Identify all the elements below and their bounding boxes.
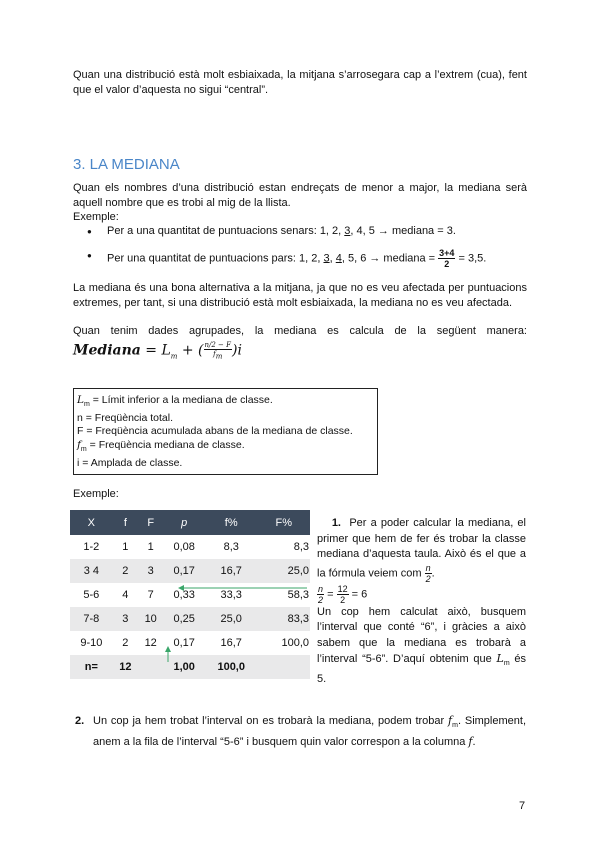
calc-fraction-b (337, 584, 349, 605)
formula-tail: )i (232, 342, 242, 359)
legend-lm-symbol: L (77, 394, 84, 406)
cell: 1-2 (83, 541, 100, 553)
cell: 16,7 (205, 559, 257, 583)
cell: 5-6 (83, 589, 100, 601)
cell: 12 (144, 637, 157, 649)
cell: 100,0 (281, 637, 309, 649)
cell: 16,7 (220, 637, 242, 649)
cell: 0,08 (173, 541, 195, 553)
legend-F: F = Freqüència acumulada abans de la mediana de classe. (77, 425, 353, 437)
formula-lm-sub: m (170, 352, 178, 361)
step-1-fraction (425, 563, 432, 584)
step-2 (75, 713, 526, 750)
legend-fm-symbol: f (77, 439, 81, 451)
step-1 (317, 516, 526, 687)
step-1-lm: L (496, 652, 504, 665)
step-1-text2: Un cop hem calculat això, busquem l’interval que conté “6”, i gràcies a això sabem que la mediana es trobarà a l’interval “5-6”. D’aquí obtenim que (317, 605, 526, 665)
step-2-number: 2. (75, 715, 85, 727)
cell: n= (70, 655, 113, 679)
cell: 58,3 (287, 589, 309, 601)
formula-lm: = L (140, 342, 171, 359)
bullet-even-rest: , 5, 6 → mediana = (341, 252, 439, 265)
cell: 0,17 (173, 637, 195, 649)
formula-plus: + ( (177, 342, 204, 359)
cell: 83,3 (257, 607, 310, 631)
cell: 4 (122, 589, 129, 601)
cell: 0,33 (173, 589, 195, 601)
step-1-number: 1. (331, 517, 341, 529)
legend-fm (77, 439, 245, 453)
fraction-numerator: n (318, 583, 324, 594)
cell: 25,0 (257, 559, 310, 583)
fraction-numerator: n (425, 562, 431, 573)
fraction-numerator: 12 (337, 583, 348, 594)
cell: 8,3 (293, 541, 309, 553)
cell: 2 (113, 559, 138, 583)
bullet-odd-rest: , 4, 5 → mediana = 3. (350, 225, 456, 237)
fraction-denominator: 2 (425, 573, 431, 584)
cell: 3 (113, 607, 138, 631)
step-1-end: . (431, 566, 435, 579)
bullet-even-sep: , (329, 252, 336, 265)
cell: 9-10 (80, 637, 103, 649)
calc-fraction-a (317, 584, 324, 605)
median-formula (73, 341, 242, 361)
bullet-even (73, 248, 533, 269)
fraction-denominator: 2 (340, 594, 346, 605)
legend-lm-text: = Límit inferior a la mediana de classe. (89, 394, 273, 406)
header-f: f (113, 510, 138, 535)
up-arrow-icon (165, 646, 171, 652)
fraction-denominator: 2 (444, 259, 450, 269)
formula-den-f: f (213, 350, 216, 358)
step-2-end: . (472, 736, 476, 749)
bullet-odd (73, 224, 533, 239)
cell: 25,0 (205, 607, 257, 631)
bullet-even-median-b: 4 (335, 252, 342, 265)
formula-numerator: n/2 − F (204, 341, 232, 349)
example2-label: Exemple: (73, 488, 119, 500)
cell: 0,17 (163, 559, 205, 583)
step-2-text: Un cop ja hem trobat l’interval on es trobarà la mediana, podem trobar (93, 715, 449, 727)
definition-paragraph: Quan els nombres d’una distribució estan endreçats de menor a major, la mediana serà aquell nombre que es trobi al mig de la llista. (73, 182, 527, 209)
formula-denominator (204, 350, 233, 360)
bullet-even-text: Per una quantitat de puntuacions pars: 1, 2, (107, 252, 324, 265)
cell: 12 (113, 655, 138, 679)
step-2-fm: f (448, 714, 453, 727)
grouped-intro: Quan tenim dades agrupades, la mediana es calcula de la següent manera: (73, 325, 527, 337)
header-x: X (70, 510, 113, 535)
example-label: Exemple: (73, 211, 119, 223)
header-p: p (163, 510, 205, 535)
bullet-even-fraction (438, 248, 455, 269)
fraction-numerator: 3+4 (439, 248, 455, 258)
fraction-denominator: 2 (318, 594, 324, 605)
cell: 7 (147, 589, 154, 601)
step-2-f: f (468, 735, 473, 749)
bullet-even-result: = 3,5. (455, 252, 487, 265)
legend-i: i = Amplada de classe. (77, 457, 183, 469)
table-annotations (70, 510, 310, 670)
alternative-paragraph: La mediana és una bona alternativa a la mitjana, ja que no es veu afectada per puntuacions extremes, per tant, si una distribució està molt esbiaixada, la mediana no es veu afectada. (73, 282, 527, 309)
step-1-lm-sub: m (503, 660, 510, 668)
cell: 0,25 (163, 607, 205, 631)
cell: 33,3 (220, 589, 242, 601)
legend-box (73, 388, 378, 475)
cell: 1 (122, 541, 129, 553)
calc-eq: = (324, 587, 337, 600)
formula-name: Mediana (73, 342, 141, 359)
cell: 3 4 (70, 559, 113, 583)
step-1-text2-end: és 5. (317, 653, 526, 685)
cell: 1 (147, 541, 154, 553)
legend-lm (77, 394, 273, 408)
step-2-text-b: . Simplement, anem a la fila de l’interval “5-6” i busquem quin valor correspon a la columna (93, 715, 526, 749)
example-list (73, 224, 533, 278)
step-1-text: Per a poder calcular la mediana, el primer que hem de fer és trobar la classe mediana d’aquesta taula. Això és el que a la fórmula veiem com (317, 517, 526, 579)
page-number: 7 (519, 800, 526, 812)
section-title: 3. LA MEDIANA (73, 156, 180, 173)
cell: 1,00 (163, 655, 205, 679)
legend-fm-sub: m (80, 446, 87, 454)
cell: 10 (138, 607, 163, 631)
legend-n: n = Freqüència total. (77, 412, 174, 424)
cell: 2 (122, 637, 129, 649)
legend-lm-sub: m (83, 401, 90, 409)
header-fpct: f% (205, 510, 257, 535)
bullet-even-median-a: 3 (323, 252, 330, 265)
bullet-odd-text: Per a una quantitat de puntuacions senars: 1, 2, (107, 225, 345, 237)
header-Fpct: F% (257, 510, 310, 535)
legend-fm-text: = Freqüència mediana de classe. (86, 439, 245, 451)
cell: 8,3 (223, 541, 239, 553)
cell: 100,0 (205, 655, 257, 679)
cell: 7-8 (70, 607, 113, 631)
step-2-fm-sub: m (452, 722, 458, 730)
left-arrow-icon (178, 585, 184, 591)
formula-den-sub: m (215, 352, 223, 361)
cell: 3 (138, 559, 163, 583)
header-F: F (138, 510, 163, 535)
formula-fraction (204, 341, 233, 360)
intro-paragraph: Quan una distribució està molt esbiaixada, la mitjana s’arrosegara cap a l’extrem (cua), fent que el valor d’aquesta no sigui “central”. (73, 69, 527, 96)
calc-result: = 6 (348, 587, 368, 600)
bullet-odd-median: 3 (344, 225, 351, 237)
